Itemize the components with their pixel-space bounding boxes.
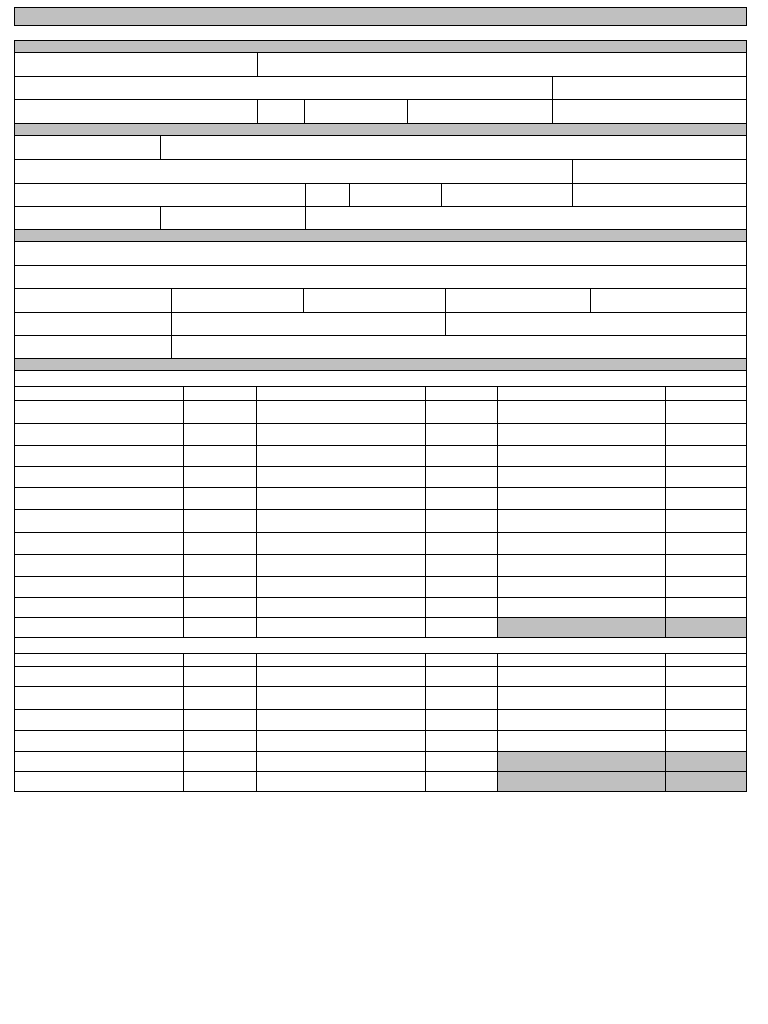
table-cell[interactable] [184, 618, 257, 637]
form-field[interactable] [172, 313, 445, 335]
form-field[interactable] [573, 160, 746, 183]
form-field[interactable] [15, 207, 160, 229]
table-cell[interactable] [257, 510, 426, 532]
table-cell[interactable] [666, 424, 746, 445]
table-cell[interactable] [498, 467, 666, 487]
table-cell[interactable] [15, 772, 184, 791]
table-cell[interactable] [257, 654, 426, 666]
table-cell[interactable] [257, 555, 426, 576]
table-cell[interactable] [184, 555, 257, 576]
form-field[interactable] [15, 266, 746, 288]
table-cell[interactable] [257, 467, 426, 487]
table-cell[interactable] [498, 687, 666, 709]
form-field[interactable] [15, 77, 552, 99]
table-cell[interactable] [426, 401, 498, 423]
table-cell[interactable] [257, 710, 426, 730]
table-cell[interactable] [15, 533, 184, 554]
table-cell[interactable] [498, 387, 666, 400]
table-a-total-cell [498, 618, 665, 637]
table-cell[interactable] [426, 667, 498, 686]
form-field[interactable] [446, 313, 746, 335]
table-cell[interactable] [184, 387, 257, 400]
table-cell[interactable] [666, 667, 746, 686]
table-cell[interactable] [426, 577, 498, 597]
table-cell[interactable] [498, 577, 666, 597]
table-cell[interactable] [15, 555, 184, 576]
table-cell[interactable] [184, 598, 257, 617]
section-header-3 [15, 230, 746, 241]
form-field[interactable] [306, 184, 349, 206]
form-field[interactable] [161, 136, 746, 159]
form-field[interactable] [304, 289, 445, 312]
table-cell[interactable] [426, 598, 498, 617]
table-b-total-cell [498, 752, 665, 771]
table-cell[interactable] [15, 687, 184, 709]
table-cell[interactable] [498, 488, 666, 509]
form-field[interactable] [15, 136, 160, 159]
table-cell[interactable] [666, 387, 746, 400]
section-header-2 [15, 124, 746, 135]
table-cell[interactable] [184, 667, 257, 686]
table-b-caption [15, 638, 746, 653]
table-cell[interactable] [257, 446, 426, 466]
form-field[interactable] [15, 313, 171, 335]
table-b-total-cell [498, 772, 665, 791]
form-field[interactable] [306, 207, 746, 229]
table-cell[interactable] [426, 731, 498, 751]
table-cell[interactable] [257, 424, 426, 445]
table-cell[interactable] [666, 446, 746, 466]
table-cell[interactable] [15, 424, 184, 445]
table-cell[interactable] [498, 533, 666, 554]
table-cell[interactable] [666, 488, 746, 509]
form-field[interactable] [553, 100, 746, 123]
form-field[interactable] [15, 100, 257, 123]
form-field[interactable] [161, 207, 305, 229]
form-field[interactable] [258, 100, 304, 123]
table-cell[interactable] [666, 598, 746, 617]
table-cell[interactable] [257, 752, 426, 771]
table-cell[interactable] [426, 687, 498, 709]
table-cell[interactable] [426, 533, 498, 554]
form-field[interactable] [573, 184, 746, 206]
table-cell[interactable] [426, 467, 498, 487]
table-cell[interactable] [426, 618, 498, 637]
table-cell[interactable] [257, 533, 426, 554]
table-cell[interactable] [666, 687, 746, 709]
table-cell[interactable] [498, 446, 666, 466]
table-cell[interactable] [498, 710, 666, 730]
table-cell[interactable] [15, 654, 184, 666]
table-cell[interactable] [498, 598, 666, 617]
form-field[interactable] [408, 100, 552, 123]
table-cell[interactable] [257, 387, 426, 400]
table-cell[interactable] [498, 667, 666, 686]
table-cell[interactable] [15, 510, 184, 532]
table-cell[interactable] [257, 667, 426, 686]
form-field[interactable] [15, 336, 171, 358]
table-cell[interactable] [15, 598, 184, 617]
table-cell[interactable] [15, 401, 184, 423]
table-cell[interactable] [426, 555, 498, 576]
table-cell[interactable] [426, 446, 498, 466]
table-cell[interactable] [426, 772, 498, 791]
table-cell[interactable] [666, 401, 746, 423]
table-cell[interactable] [184, 446, 257, 466]
table-cell[interactable] [426, 710, 498, 730]
table-cell[interactable] [257, 772, 426, 791]
table-cell[interactable] [15, 618, 184, 637]
table-a-caption [15, 371, 746, 386]
form-field[interactable] [172, 336, 746, 358]
form-field[interactable] [305, 100, 407, 123]
table-cell[interactable] [666, 577, 746, 597]
form-field[interactable] [15, 184, 305, 206]
table-cell[interactable] [257, 618, 426, 637]
form-field[interactable] [591, 289, 746, 312]
table-cell[interactable] [498, 510, 666, 532]
table-cell[interactable] [184, 752, 257, 771]
table-cell[interactable] [666, 710, 746, 730]
form-field[interactable] [446, 289, 590, 312]
form-field[interactable] [258, 53, 746, 76]
section-header-4 [15, 359, 746, 370]
table-cell[interactable] [257, 488, 426, 509]
table-cell[interactable] [426, 424, 498, 445]
form-field[interactable] [15, 242, 746, 265]
table-cell[interactable] [15, 577, 184, 597]
table-cell[interactable] [184, 533, 257, 554]
table-cell[interactable] [666, 533, 746, 554]
table-cell[interactable] [15, 488, 184, 509]
table-cell[interactable] [184, 488, 257, 509]
table-cell[interactable] [184, 510, 257, 532]
form-field[interactable] [553, 77, 746, 99]
table-cell[interactable] [498, 424, 666, 445]
table-cell[interactable] [498, 654, 666, 666]
table-cell[interactable] [666, 510, 746, 532]
table-cell[interactable] [498, 555, 666, 576]
table-cell[interactable] [426, 752, 498, 771]
table-cell[interactable] [184, 731, 257, 751]
table-cell[interactable] [15, 710, 184, 730]
table-cell[interactable] [184, 687, 257, 709]
table-cell[interactable] [15, 467, 184, 487]
table-cell[interactable] [426, 488, 498, 509]
table-cell[interactable] [426, 654, 498, 666]
table-b-total-cell [666, 772, 746, 791]
form-field[interactable] [15, 289, 171, 312]
table-cell[interactable] [15, 446, 184, 466]
table-cell[interactable] [257, 401, 426, 423]
table-cell[interactable] [15, 731, 184, 751]
table-cell[interactable] [184, 424, 257, 445]
table-cell[interactable] [15, 752, 184, 771]
table-cell[interactable] [184, 467, 257, 487]
form-field[interactable] [442, 184, 572, 206]
table-cell[interactable] [666, 467, 746, 487]
table-cell[interactable] [15, 387, 184, 400]
table-cell[interactable] [666, 654, 746, 666]
form-title-bar [14, 7, 747, 26]
table-cell[interactable] [498, 731, 666, 751]
table-cell[interactable] [257, 731, 426, 751]
table-cell[interactable] [184, 401, 257, 423]
table-a-total-cell [666, 618, 746, 637]
table-cell[interactable] [15, 667, 184, 686]
table-cell[interactable] [184, 577, 257, 597]
section-header-1 [15, 41, 746, 52]
table-cell[interactable] [498, 401, 666, 423]
table-cell[interactable] [257, 577, 426, 597]
form-field[interactable] [15, 53, 257, 76]
table-cell[interactable] [184, 772, 257, 791]
table-b-total-cell [666, 752, 746, 771]
form-field[interactable] [350, 184, 441, 206]
table-cell[interactable] [426, 387, 498, 400]
table-cell[interactable] [257, 687, 426, 709]
table-cell[interactable] [184, 654, 257, 666]
table-cell[interactable] [666, 731, 746, 751]
form-field[interactable] [15, 160, 572, 183]
form-field[interactable] [172, 289, 303, 312]
table-cell[interactable] [257, 598, 426, 617]
table-cell[interactable] [666, 555, 746, 576]
table-cell[interactable] [426, 510, 498, 532]
table-cell[interactable] [184, 710, 257, 730]
